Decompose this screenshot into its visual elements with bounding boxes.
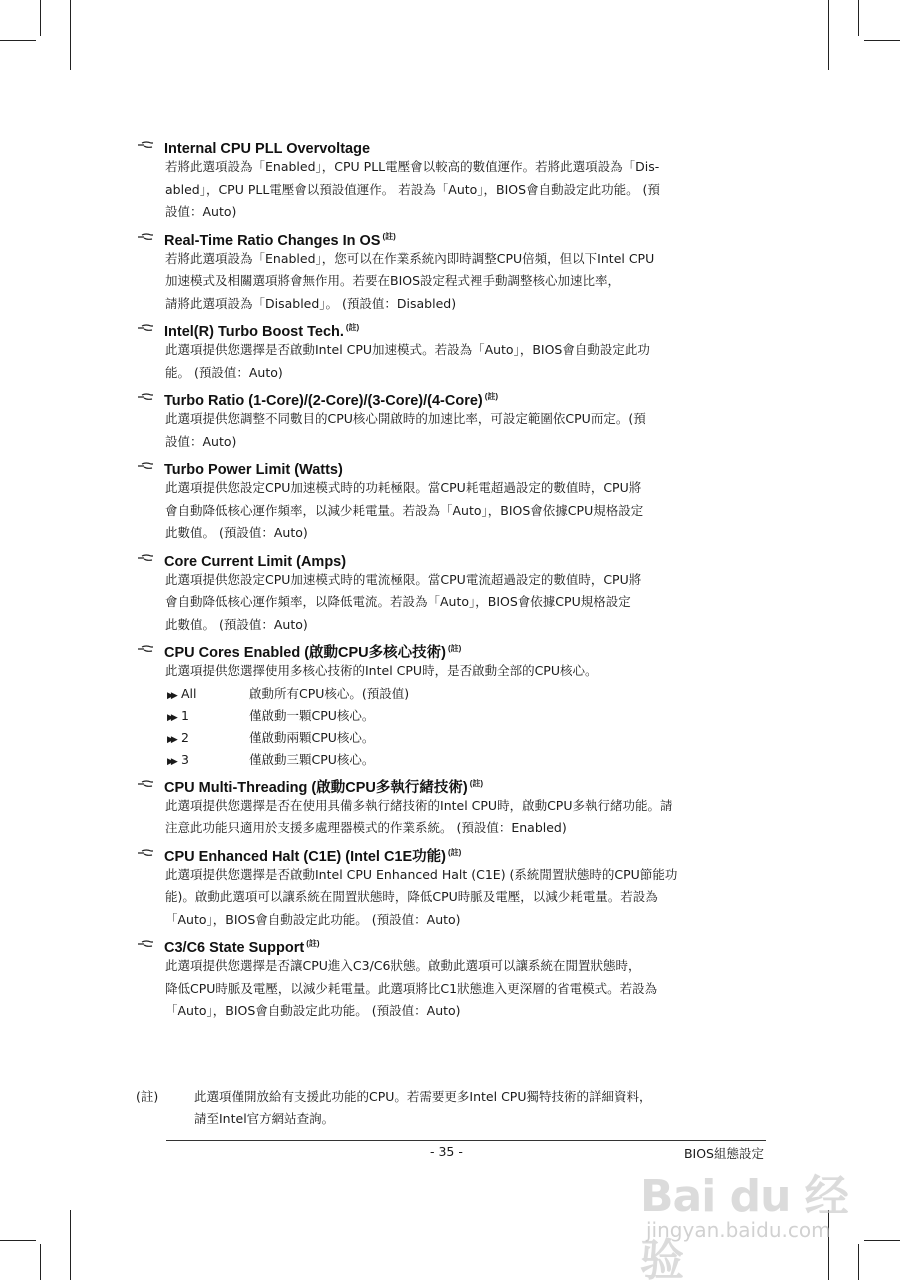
setting-title-text: Intel(R) Turbo Boost Tech. (164, 324, 344, 340)
double-arrow-icon: ▶▶ (167, 756, 175, 767)
description-line: 「Auto」，BIOS會自動設定此功能。 (預設值：Auto) (165, 1003, 461, 1018)
footnote-label: (註) (136, 1089, 159, 1104)
description-line: 注意此功能只適用於支援多處理器模式的作業系統。 (預設值：Enabled) (165, 820, 567, 835)
description-line: 加速模式及相關選項將會無作用。若要在BIOS設定程式裡手動調整核心加速比率， (165, 273, 621, 288)
setting-title-text: CPU Multi-Threading (啟動CPU多執行緒技術) (164, 779, 468, 796)
pointing-hand-icon (137, 938, 155, 950)
pointing-hand-icon (137, 231, 155, 243)
description-line: 若將此選項設為「Enabled」，您可以在作業系統內即時調整CPU倍頻，但以下Intel CPU (165, 250, 655, 266)
setting-title (136, 226, 766, 248)
pointing-hand-icon (137, 139, 155, 151)
setting-title (136, 773, 766, 795)
setting-section (136, 547, 766, 637)
footnote-line: 請至Intel官方網站查詢。 (194, 1111, 335, 1126)
setting-title-text: C3/C6 State Support (164, 940, 305, 956)
option-key (167, 683, 197, 707)
description-line: 會自動降低核心運作頻率，以降低電流。若設為「Auto」，BIOS會依據CPU規格設定 (165, 594, 631, 609)
description-line: abled」，CPU PLL電壓會以預設值運作。 若設為「Auto」，BIOS會自動設定此功能。 (預 (165, 181, 660, 197)
pointing-hand-icon (137, 643, 155, 655)
crop-mark (40, 0, 41, 36)
crop-mark (70, 0, 71, 70)
setting-title-text: CPU Enhanced Halt (C1E) (Intel C1E功能) (164, 848, 446, 865)
double-arrow-icon: ▶▶ (167, 712, 175, 723)
option-row (165, 749, 766, 771)
setting-section (136, 842, 766, 932)
setting-section (136, 386, 766, 453)
crop-mark (864, 40, 900, 41)
setting-title (136, 317, 766, 339)
description-line: 能)。啟動此選項可以讓系統在閒置狀態時，降低CPU時脈及電壓，以減少耗電量。若設為 (165, 889, 658, 904)
setting-title (136, 842, 766, 864)
description-line: 此選項提供您選擇是否讓CPU進入C3/C6狀態。啟動此選項可以讓系統在閒置狀態時， (165, 958, 641, 973)
description-line: 此選項提供您選擇是否啟動Intel CPU Enhanced Halt (C1E) (系統閒置狀態時的CPU節能功 (165, 866, 678, 882)
footnote-marker: (註) (484, 392, 499, 401)
setting-section (136, 773, 766, 840)
crop-mark (858, 0, 859, 36)
double-arrow-icon: ▶▶ (167, 690, 175, 701)
description-line: 「Auto」，BIOS會自動設定此功能。 (預設值：Auto) (165, 911, 461, 927)
setting-title (136, 547, 766, 569)
pointing-hand-icon (137, 322, 155, 334)
description-line: 能。 (預設值：Auto) (165, 364, 283, 380)
crop-mark (70, 1210, 71, 1280)
watermark-logo: Bai du 经验 (640, 1171, 848, 1286)
pointing-hand-icon (137, 552, 155, 564)
description-line: 此數值。 (預設值：Auto) (165, 616, 308, 632)
option-row (165, 683, 766, 705)
setting-section (136, 226, 766, 316)
option-key (167, 727, 189, 751)
setting-title-text: Turbo Ratio (1-Core)/(2-Core)/(3-Core)/(4-Core) (164, 393, 483, 409)
setting-title-text: CPU Cores Enabled (啟動CPU多核心技術) (164, 645, 446, 661)
pointing-hand-icon (137, 847, 155, 859)
description-line: 此選項提供您設定CPU加速模式時的電流極限。當CPU電流超過設定的數值時，CPU將 (165, 571, 642, 587)
setting-description (165, 660, 766, 771)
setting-description (165, 569, 766, 637)
option-description: 僅啟動兩顆CPU核心。 (249, 729, 375, 745)
setting-description (165, 477, 766, 545)
description-line: 若將此選項設為「Enabled」，CPU PLL電壓會以較高的數值運作。若將此選項設為「Dis- (165, 159, 660, 174)
setting-title-text: Core Current Limit (Amps) (164, 553, 347, 570)
crop-mark (864, 1240, 900, 1241)
setting-title-text: Turbo Power Limit (Watts) (164, 462, 343, 478)
description-line: 此選項提供您選擇是否啟動Intel CPU加速模式。若設為「Auto」，BIOS會自動設定此功 (165, 342, 650, 357)
pointing-hand-icon (137, 460, 155, 472)
setting-description (165, 955, 766, 1023)
setting-title-text: Real-Time Ratio Changes In OS (164, 232, 381, 249)
description-line: 請將此選項設為「Disabled」。 (預設值：Disabled) (165, 295, 457, 311)
setting-description (165, 864, 766, 932)
pointing-hand-icon (137, 391, 155, 403)
description-line: 會自動降低核心運作頻率，以減少耗電量。若設為「Auto」，BIOS會依據CPU規格設定 (165, 502, 644, 518)
manual-content (136, 134, 766, 1025)
footnote-marker: (註) (469, 778, 484, 788)
description-line: 此選項提供您選擇是否在使用具備多執行緒技術的Intel CPU時，啟動CPU多執行緒功能。請 (165, 797, 673, 813)
option-key-text: 1 (181, 707, 189, 723)
pointing-hand-icon (137, 778, 155, 790)
double-arrow-icon: ▶▶ (167, 734, 175, 745)
footnote-line: 此選項僅開放給有支援此功能的CPU。若需要更多Intel CPU獨特技術的詳細資料， (194, 1089, 652, 1104)
option-row (165, 705, 766, 727)
footnote-marker: (註) (306, 939, 320, 948)
page-number: - 35 - (430, 1144, 463, 1159)
baidu-watermark (640, 1160, 860, 1286)
setting-description (165, 408, 766, 453)
option-key (167, 749, 189, 773)
setting-title (136, 134, 766, 156)
setting-description (165, 248, 766, 316)
footnote-marker: (註) (382, 231, 396, 241)
setting-description (165, 339, 766, 384)
description-line: 設值：Auto) (165, 433, 237, 449)
setting-description (165, 156, 766, 224)
setting-section (136, 317, 766, 384)
crop-mark (0, 40, 36, 41)
option-key-text: All (181, 685, 197, 701)
footnote-marker: (註) (447, 847, 462, 857)
setting-section (136, 933, 766, 1023)
description-line: 降低CPU時脈及電壓，以減少耗電量。此選項將比C1狀態進入更深層的省電模式。若設為 (165, 980, 658, 996)
option-description: 僅啟動三顆CPU核心。 (249, 751, 375, 767)
footnote (136, 1086, 766, 1130)
setting-title-text: Internal CPU PLL Overvoltage (164, 141, 371, 157)
description-line: 此選項提供您調整不同數目的CPU核心開啟時的加速比率，可設定範圍依CPU而定。(預 (165, 411, 646, 426)
setting-description (165, 795, 766, 840)
setting-section (136, 455, 766, 545)
setting-title (136, 386, 766, 408)
setting-title (136, 933, 766, 955)
setting-title (136, 455, 766, 477)
footnote-marker: (註) (345, 323, 360, 332)
description-line: 此數值。 (預設值：Auto) (165, 525, 308, 540)
option-key (167, 705, 189, 729)
crop-mark (0, 1240, 36, 1241)
option-description: 僅啟動一顆CPU核心。 (249, 707, 375, 723)
option-key-text: 3 (181, 751, 189, 767)
option-key-text: 2 (181, 729, 189, 745)
setting-title (136, 638, 766, 660)
option-description: 啟動所有CPU核心。(預設值) (249, 685, 410, 701)
watermark-url: jingyan.baidu.com (646, 1218, 831, 1242)
description-line: 設值：Auto) (165, 204, 237, 219)
setting-section (136, 638, 766, 771)
crop-mark (828, 0, 829, 70)
option-row (165, 727, 766, 749)
description-line: 此選項提供您選擇使用多核心技術的Intel CPU時，是否啟動全部的CPU核心。 (165, 663, 598, 678)
chapter-title: BIOS組態設定 (683, 1146, 764, 1161)
crop-mark (40, 1244, 41, 1280)
setting-section (136, 134, 766, 224)
description-line: 此選項提供您設定CPU加速模式時的功耗極限。當CPU耗電超過設定的數值時，CPU將 (165, 480, 642, 495)
footer-divider (166, 1140, 766, 1141)
footnote-marker: (註) (447, 644, 462, 653)
